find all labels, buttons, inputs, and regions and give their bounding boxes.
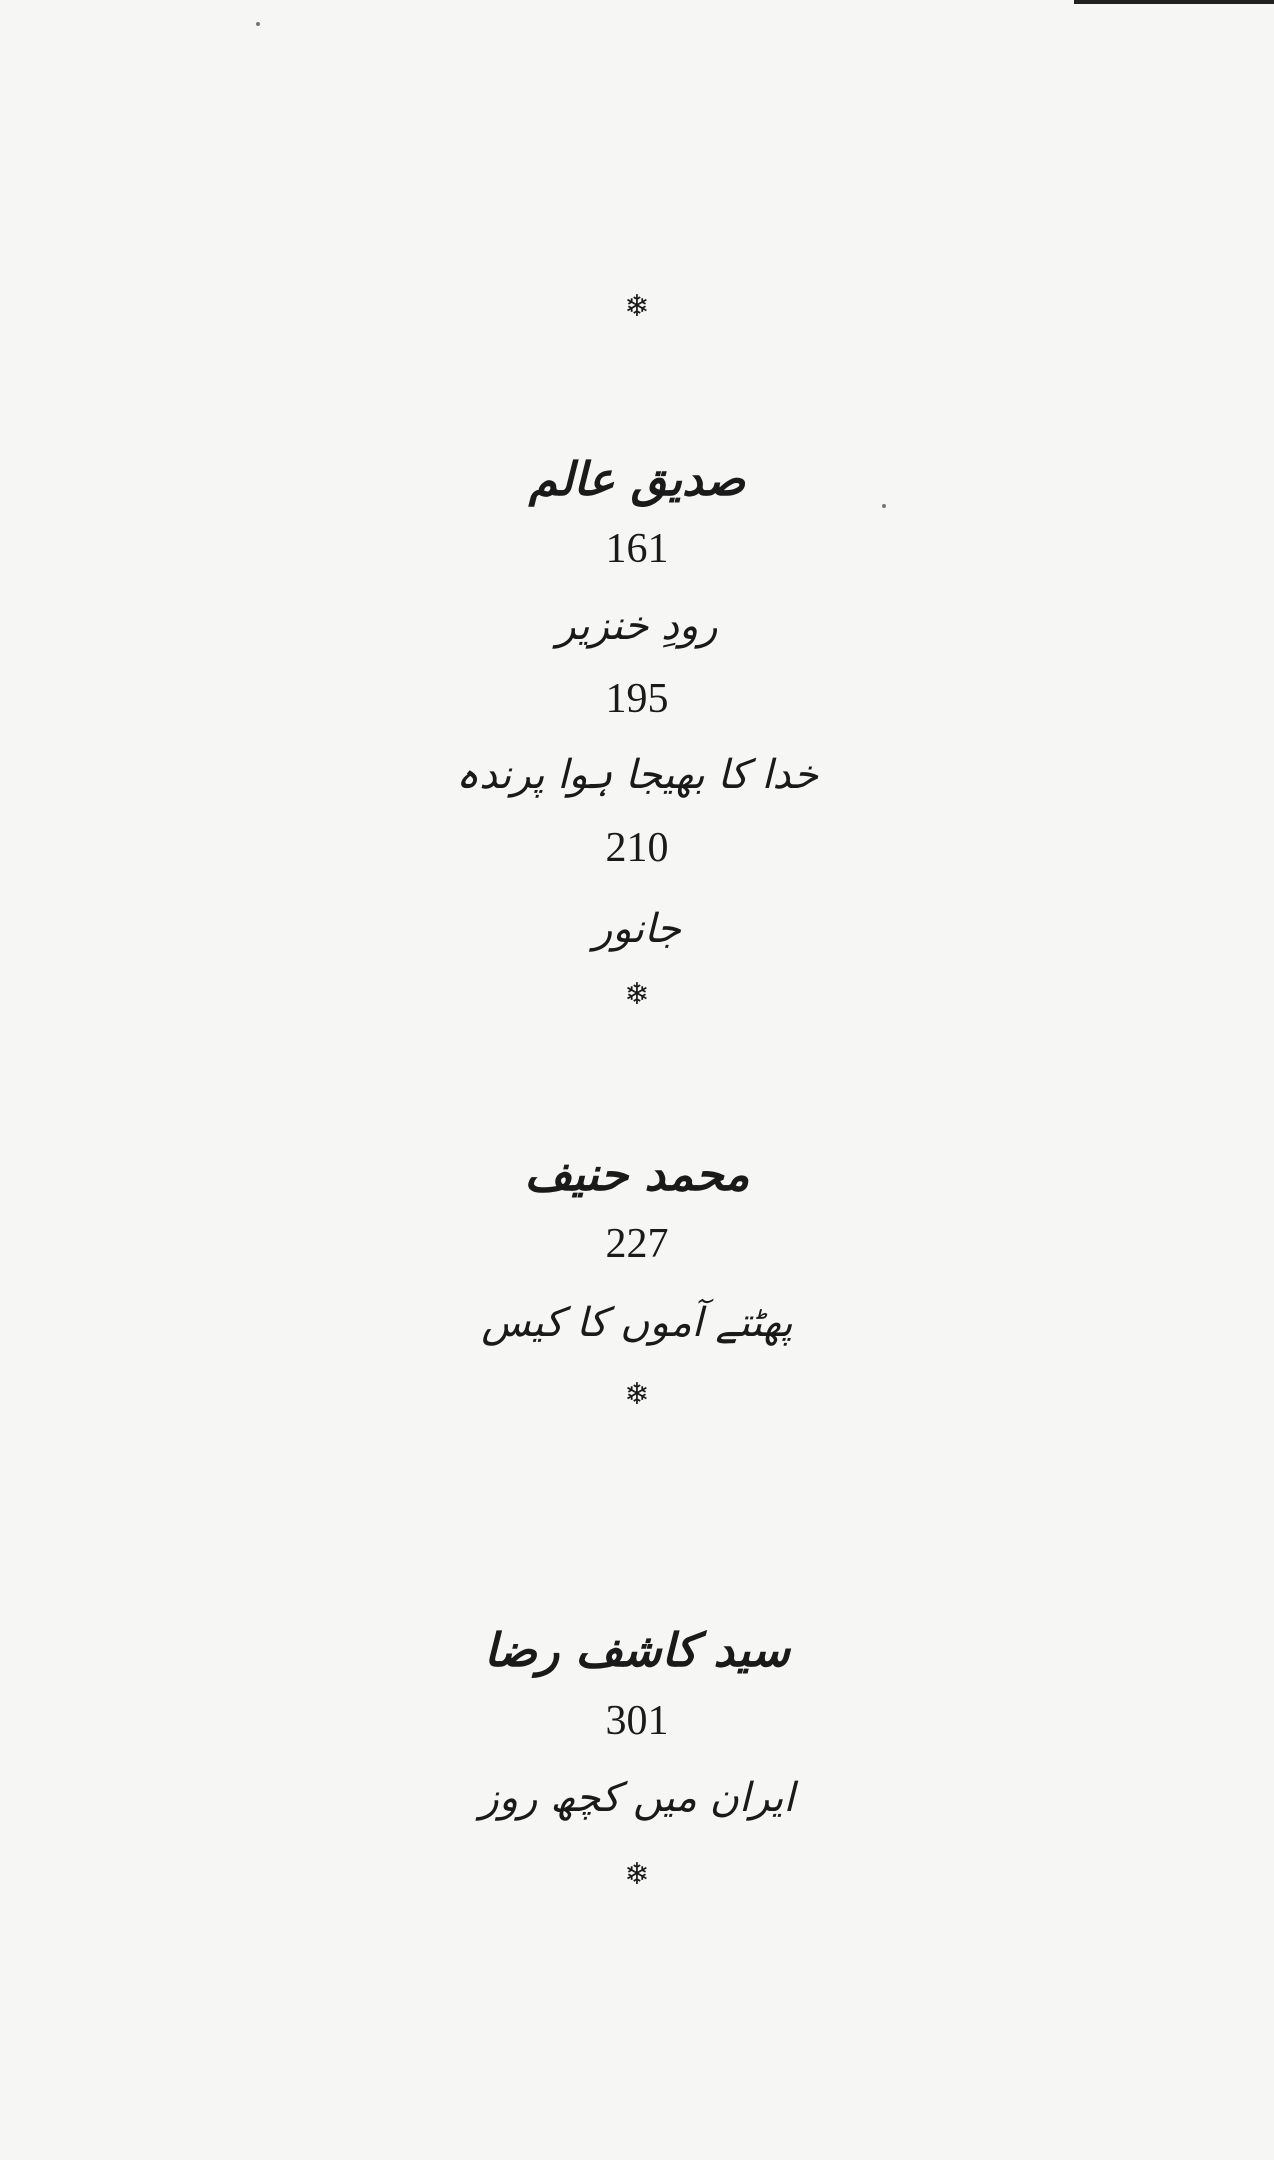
- page-number: 195: [605, 676, 669, 722]
- scan-speck: [256, 22, 260, 26]
- page-number: 210: [605, 825, 669, 871]
- story-title: خدا کا بھیجا ہوا پرندہ: [455, 752, 819, 798]
- ornament-icon: ❄: [624, 1857, 650, 1892]
- story-title: پھٹتے آموں کا کیس: [481, 1300, 793, 1346]
- author-name: محمد حنیف: [524, 1147, 750, 1201]
- author-name: سید کاشف رضا: [484, 1623, 790, 1677]
- ornament-icon: ❄: [624, 289, 650, 324]
- story-title: رودِ خنزیر: [556, 603, 718, 649]
- page-number: 227: [605, 1221, 669, 1267]
- page-number: 301: [605, 1698, 669, 1744]
- story-title: جانور: [592, 906, 682, 952]
- ornament-icon: ❄: [624, 1377, 650, 1412]
- story-title: ایران میں کچھ روز: [479, 1775, 795, 1821]
- top-edge-rule: [1074, 0, 1274, 4]
- ornament-icon: ❄: [624, 977, 650, 1012]
- author-name: صدیق عالم: [528, 452, 746, 506]
- page-number: 161: [605, 526, 669, 572]
